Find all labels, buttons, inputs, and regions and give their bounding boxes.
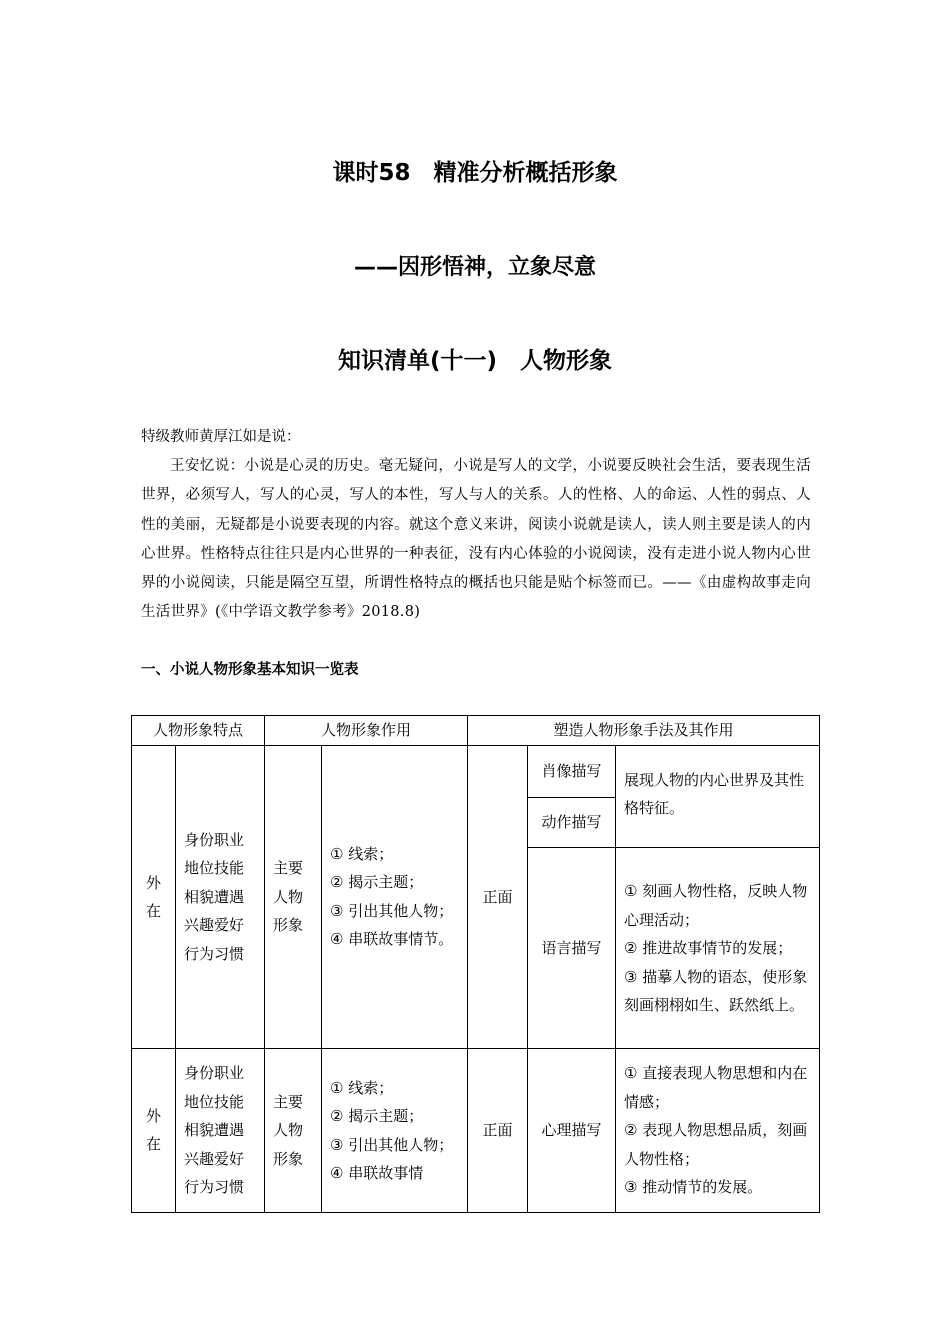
table-header-row [132,716,820,746]
method-portrait-cell: 肖像描写 [528,745,616,797]
table-row [132,1049,820,1213]
section-heading: 一、小说人物形象基本知识一览表 [141,662,359,678]
effect-speech-cell: ① 刻画人物性格，反映人物心理活动； ② 推进故事情节的发展； ③ 描摹人物的语态，使形象刻画栩栩如生、跃然纸上。 [616,849,820,1049]
method-psychology-cell: 心理描写 [528,1049,616,1213]
header-method: 塑造人物形象手法及其作用 [468,716,820,746]
traits-cell: 身份职业 地位技能 相貌遭遇 兴趣爱好 行为习惯 [176,1049,265,1213]
page-subtitle: ——因形悟神，立象尽意 [353,255,596,280]
functions-cell: ① 线索； ② 揭示主题； ③ 引出其他人物； ④ 串联故事情 [322,1049,468,1213]
header-trait: 人物形象特点 [132,716,265,746]
page-title: 课时58 精准分析概括形象 [332,160,618,186]
trait-type-cell: 外在 [132,1049,176,1213]
section-title: 知识清单(十一) 人物形象 [337,348,613,374]
intro-heading: 特级教师黄厚江如是说： [141,429,301,445]
role-cell: 主要人物形象 [265,745,322,1049]
effect-portrait-action-cell: 展现人物的内心世界及其性格特征。 [616,745,820,847]
role-cell: 主要人物形象 [265,1049,322,1213]
side-cell: 正面 [468,1049,528,1213]
functions-cell: ① 线索； ② 揭示主题； ③ 引出其他人物； ④ 串联故事情节。 [322,745,468,1049]
header-function: 人物形象作用 [265,716,468,746]
quote-paragraph: 王安忆说：小说是心灵的历史。毫无疑问，小说是写人的文学，小说要反映社会生活，要表现生活世界，必须写人，写人的心灵，写人的本性，写人与人的关系。人的性格、人的命运、人性的弱点、人性的美丽，无疑都是小说要表现的内容。就这个意义来讲，阅读小说就是读人，读人则主要是读人的内心世界。性格特点往往只是内心世界的一种表征，没有内心体验的小说阅读，没有走进小说人物内心世界的小说阅读，只能是隔空互望，所谓性格特点的概括也只能是贴个标签而已。——《由虚构故事走向生活世界》(《中学语文教学参考》2018.8) [141,458,811,621]
trait-type-cell: 外在 [132,745,176,1049]
method-action-cell: 动作描写 [528,797,616,847]
method-speech-cell: 语言描写 [528,847,616,1049]
knowledge-table [131,715,820,1213]
traits-cell: 身份职业 地位技能 相貌遭遇 兴趣爱好 行为习惯 [176,745,265,1049]
side-cell: 正面 [468,745,528,1049]
table-row [132,745,820,797]
effect-psychology-cell: ① 直接表现人物思想和内在情感； ② 表现人物思想品质，刻画人物性格； ③ 推动情节的发展。 [616,1049,820,1213]
